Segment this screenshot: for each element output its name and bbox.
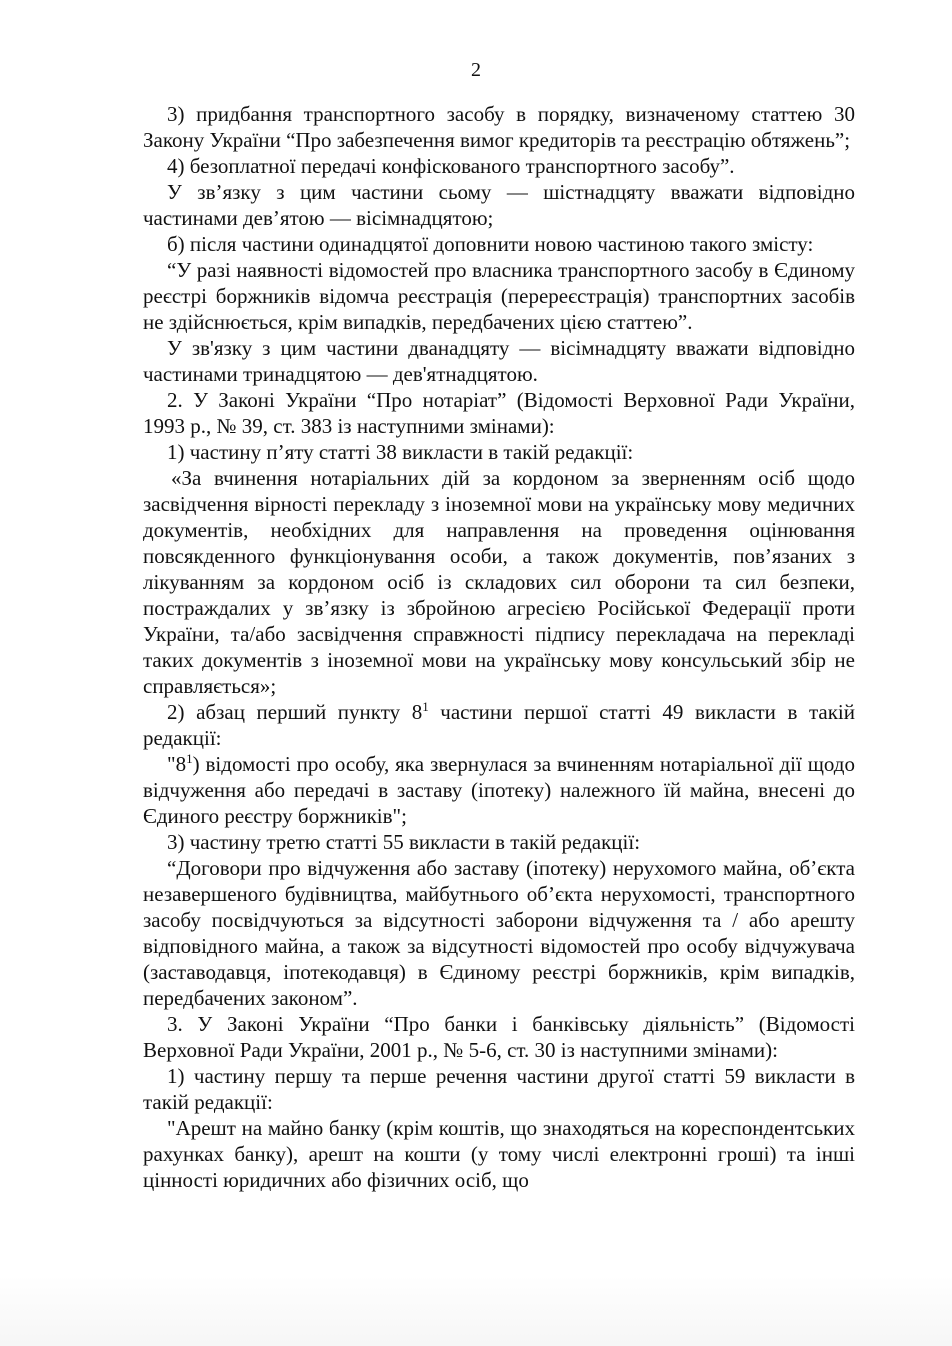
paragraph-renumber-note-2: У зв'язку з цим частини дванадцяту — вісімнадцяту вважати відповідно частинами тринадцятою — дев'ятнадцятою.	[143, 336, 855, 386]
paragraph-section-2: 2. У Законі України “Про нотаріат” (Відомості Верховної Ради України, 1993 р., № 39, ст. 383 із наступними змінами):	[143, 388, 855, 438]
superscript: 1	[422, 699, 429, 714]
paragraph-section-2-item-2	[143, 699, 855, 751]
paragraph-text-before: 2) абзац перший пункту 8	[167, 700, 423, 724]
paragraph-section-3: 3. У Законі України “Про банки і банківську діяльність” (Відомості Верховної Ради України, 2001 р., № 5-6, ст. 30 із наступними змінами):	[143, 1012, 855, 1062]
page-number: 2	[471, 59, 481, 81]
page-bottom-fade	[0, 1276, 952, 1346]
paragraph-text-before: "8	[167, 752, 187, 776]
paragraph-item-4: 4) безоплатної передачі конфіскованого транспортного засобу”.	[167, 154, 735, 178]
superscript: 1	[186, 751, 193, 766]
paragraph-text-after: ) відомості про особу, яка звернулася за вчиненням нотаріальної дії щодо відчуження або передачі в заставу (іпотеку) належного їй майна, внесені до Єдиного реєстру боржників";	[143, 752, 855, 828]
paragraph-item-3: 3) придбання транспортного засобу в порядку, визначеному статтею 30 Закону України “Про забезпечення вимог кредиторів та реєстрацію обтяжень”;	[143, 102, 855, 152]
paragraph-quote-contracts: “Договори про відчуження або заставу (іпотеку) нерухомого майна, об’єкта незавершеного будівництва, майбутнього об’єкта нерухомості, транспортного засобу посвідчуються за відсутності заборони відчуження та / або арешту відповідного майна, а також за відсутності відомостей про особу відчужувача (заставодавця, іпотекодавця) в Єдиному реєстрі боржників, крім випадків, передбачених законом”.	[143, 856, 855, 1010]
document-body	[143, 101, 855, 1193]
paragraph-quote-registry: “У разі наявності відомостей про власника транспортного засобу в Єдиному реєстрі боржників відомча реєстрація (перереєстрація) транспортних засобів не здійснюється, крім випадків, передбачених цією статтею”.	[143, 258, 855, 334]
paragraph-quote-notary: «За вчинення нотаріальних дій за кордоном за зверненням осіб щодо засвідчення вірності перекладу з іноземної мови на українську мову медичних документів, необхідних для направлення на проведення оцінювання повсякденного функціонування особи, а також документів, пов’язаних з лікуванням за кордоном осіб із складових сил оборони та сил безпеки, постраждалих у зв’язку із збройною агресією Російської Федерації проти України, та/або засвідчення справжності підпису перекладача на перекладі таких документів з іноземної мови на українську мову консульський збір не справляється»;	[143, 466, 855, 698]
paragraph-text-after: частини першої статті 49 викласти в такій редакції:	[143, 700, 855, 750]
paragraph-section-2-item-3: 3) частину третю статті 55 викласти в такій редакції:	[167, 830, 641, 854]
paragraph-renumber-note: У зв’язку з цим частини сьому — шістнадцяту вважати відповідно частинами дев’ятою — вісімнадцятою;	[143, 180, 855, 230]
paragraph-section-2-item-1: 1) частину п’яту статті 38 викласти в такій редакції:	[167, 440, 634, 464]
paragraph-section-3-item-1: 1) частину першу та перше речення частини другої статті 59 викласти в такій редакції:	[143, 1064, 855, 1114]
paragraph-quote-8-1	[143, 751, 855, 829]
paragraph-quote-bank-arrest: "Арешт на майно банку (крім коштів, що знаходяться на кореспондентських рахунках банку), арешт на кошти (у тому числі електронні гроші) та інші цінності юридичних або фізичних осіб, що	[143, 1116, 855, 1192]
paragraph-b: б) після частини одинадцятої доповнити новою частиною такого змісту:	[167, 232, 814, 256]
